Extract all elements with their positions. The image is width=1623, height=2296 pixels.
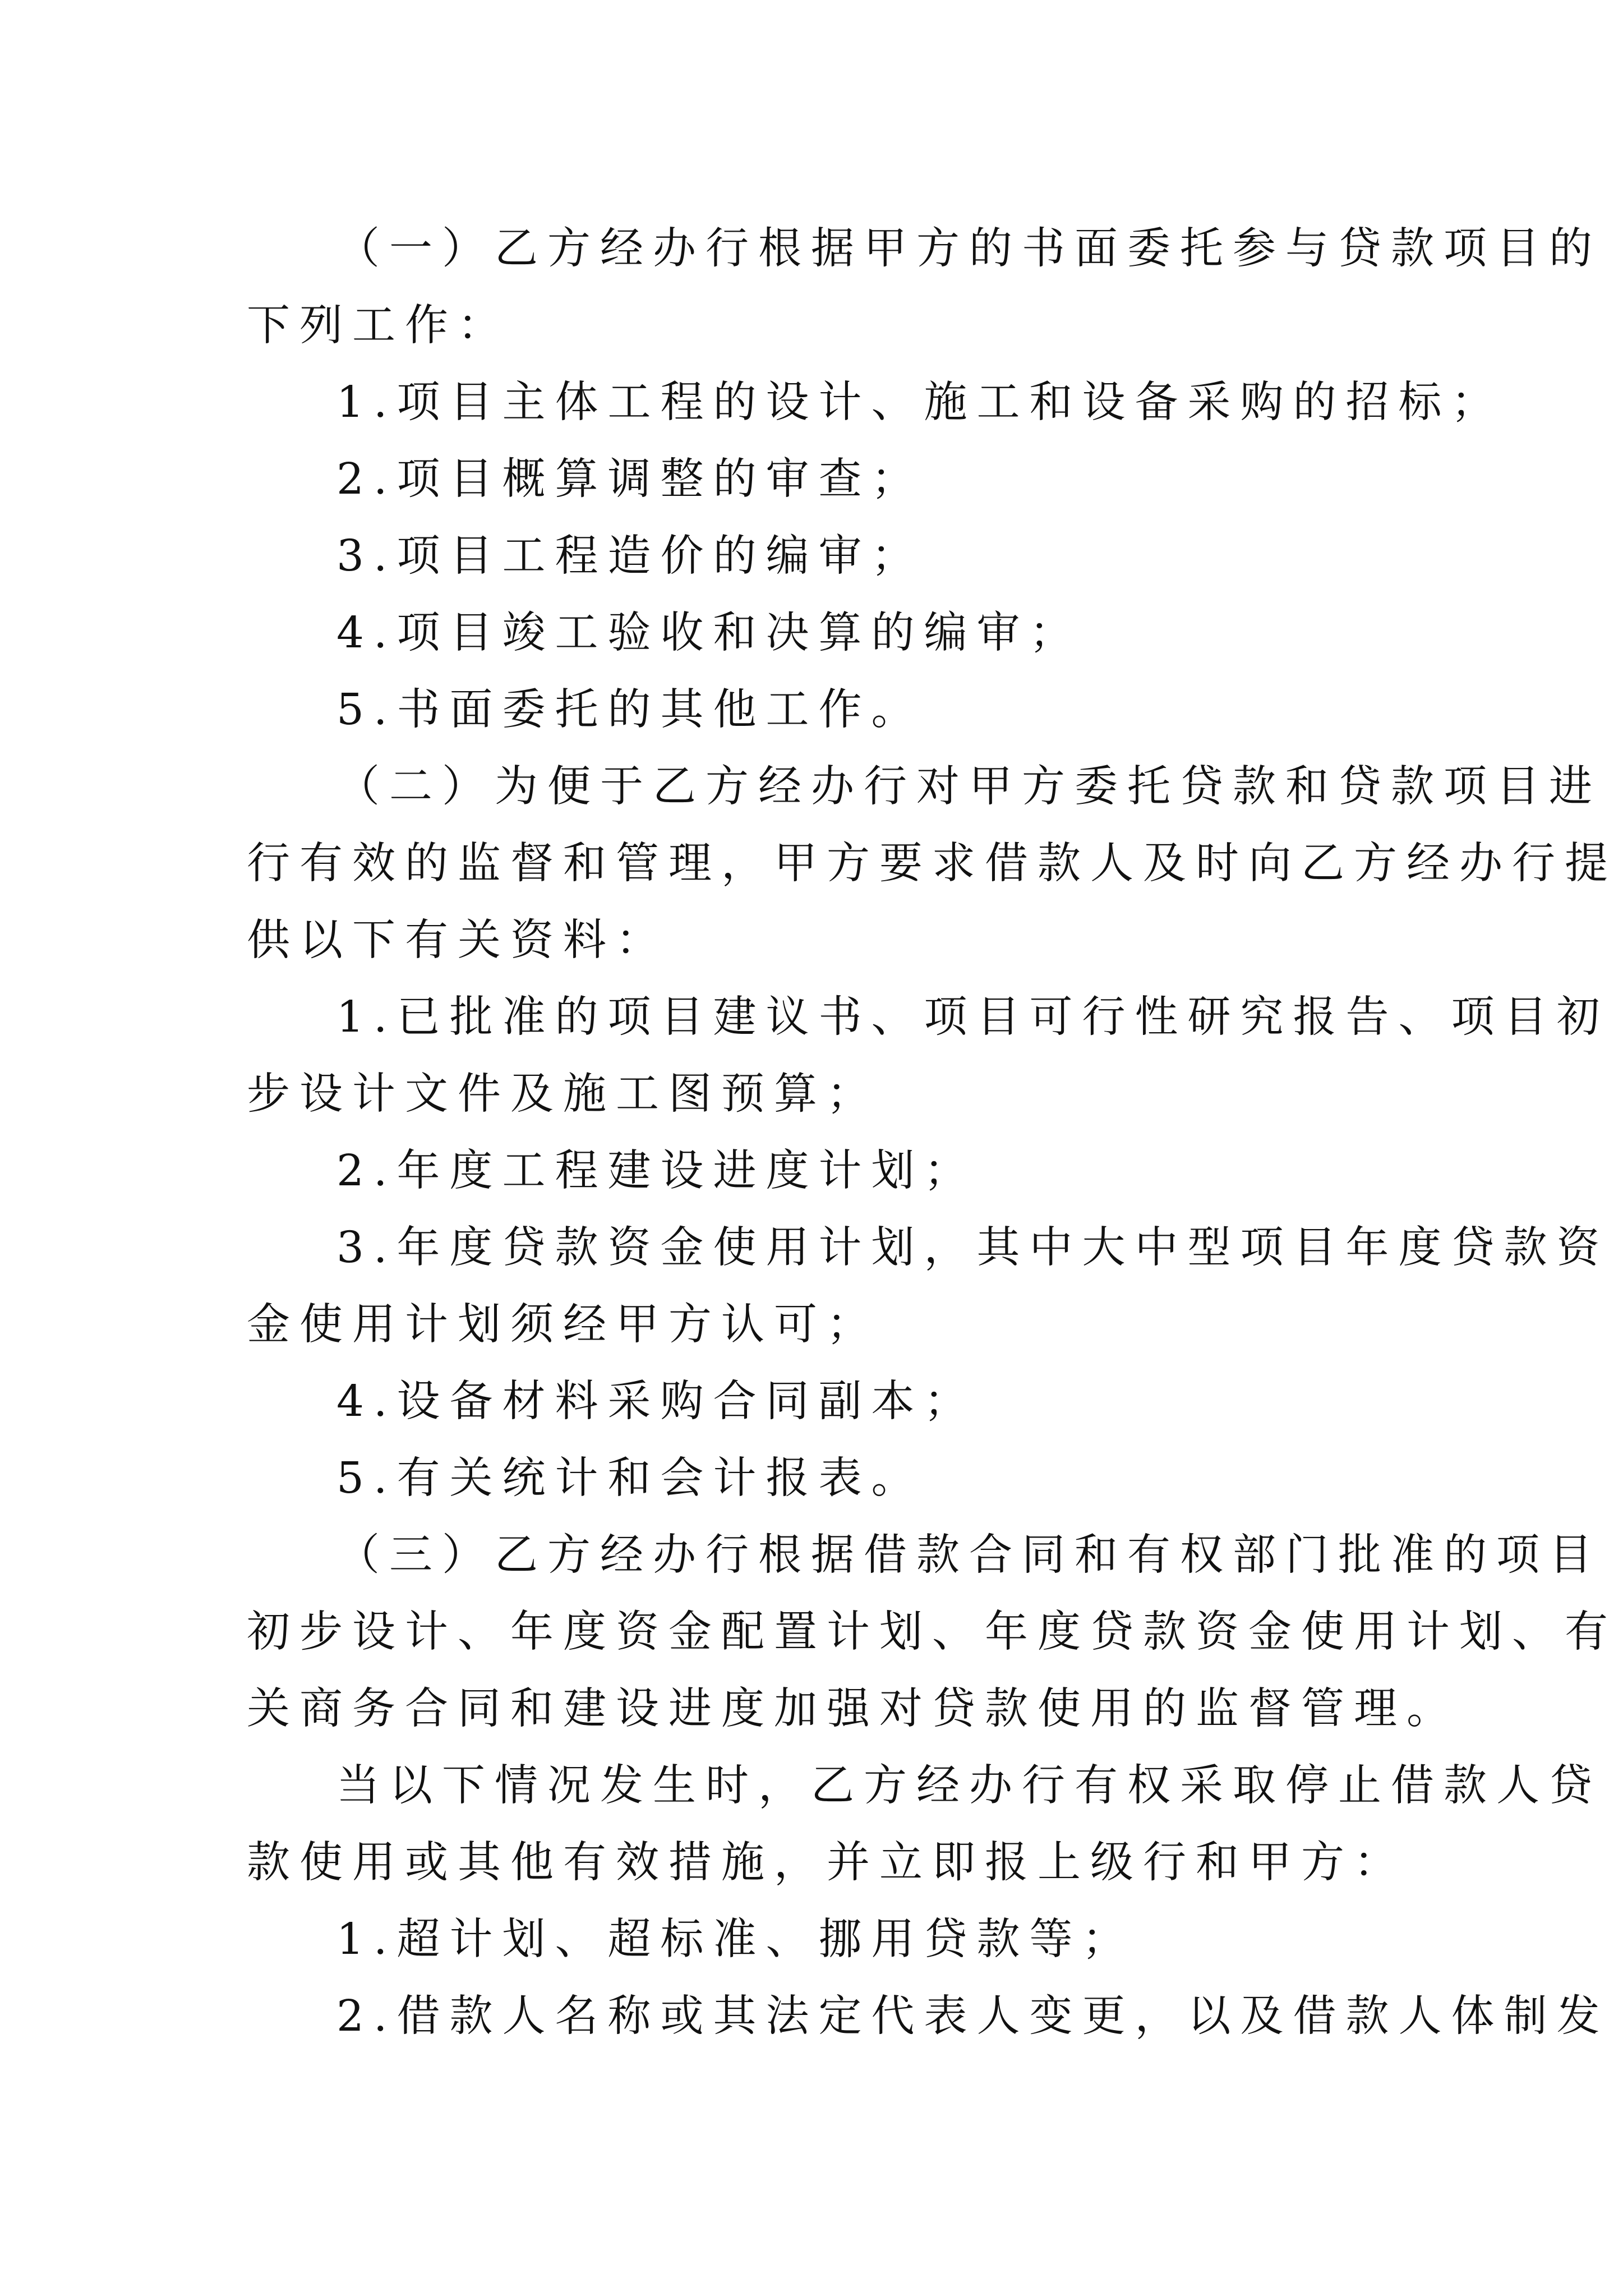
list-item-continued: 金使用计划须经甲方认可； [247,1300,879,1350]
clause-heading-1: （一）乙方经办行根据甲方的书面委托参与贷款项目的 [336,224,1602,274]
clause-heading-2-continued: 供以下有关资料： [247,915,668,965]
list-item: 3.年度贷款资金使用计划，其中大中型项目年度贷款资 [336,1223,1610,1273]
list-item: 3.项目工程造价的编审； [336,531,924,581]
list-item-continued: 步设计文件及施工图预算； [247,1069,879,1119]
clause-heading-3-continued: 初步设计、年度资金配置计划、年度贷款资金使用计划、有 [247,1607,1617,1657]
clause-heading-3-continued: 关商务合同和建设进度加强对贷款使用的监督管理。 [247,1684,1459,1734]
list-item: 2.年度工程建设进度计划； [336,1146,977,1196]
clause-heading-2: （二）为便于乙方经办行对甲方委托贷款和贷款项目进 [336,762,1602,812]
clause-heading-2-continued: 行有效的监督和管理，甲方要求借款人及时向乙方经办行提 [247,839,1617,889]
paragraph-continued: 款使用或其他有效措施，并立即报上级行和甲方： [247,1838,1407,1888]
list-item: 1.超计划、超标准、挪用贷款等； [336,1915,1135,1964]
clause-heading-1-continued: 下列工作： [247,301,510,351]
list-item: 1.项目主体工程的设计、施工和设备采购的招标； [336,378,1504,427]
list-item: 2.项目概算调整的审查； [336,454,924,504]
clause-heading-3: （三）乙方经办行根据借款合同和有权部门批准的项目 [336,1530,1602,1580]
list-item: 2.借款人名称或其法定代表人变更，以及借款人体制发 [336,1991,1610,2041]
paragraph: 当以下情况发生时，乙方经办行有权采取停止借款人贷 [336,1761,1602,1811]
document-body [247,210,1617,2055]
list-item: 5.书面委托的其他工作。 [336,685,924,735]
list-item: 5.有关统计和会计报表。 [336,1453,924,1503]
list-item: 4.项目竣工验收和决算的编审； [336,608,1082,658]
list-item: 4.设备材料采购合同副本； [336,1377,977,1427]
list-item: 1.已批准的项目建议书、项目可行性研究报告、项目初 [336,992,1610,1042]
